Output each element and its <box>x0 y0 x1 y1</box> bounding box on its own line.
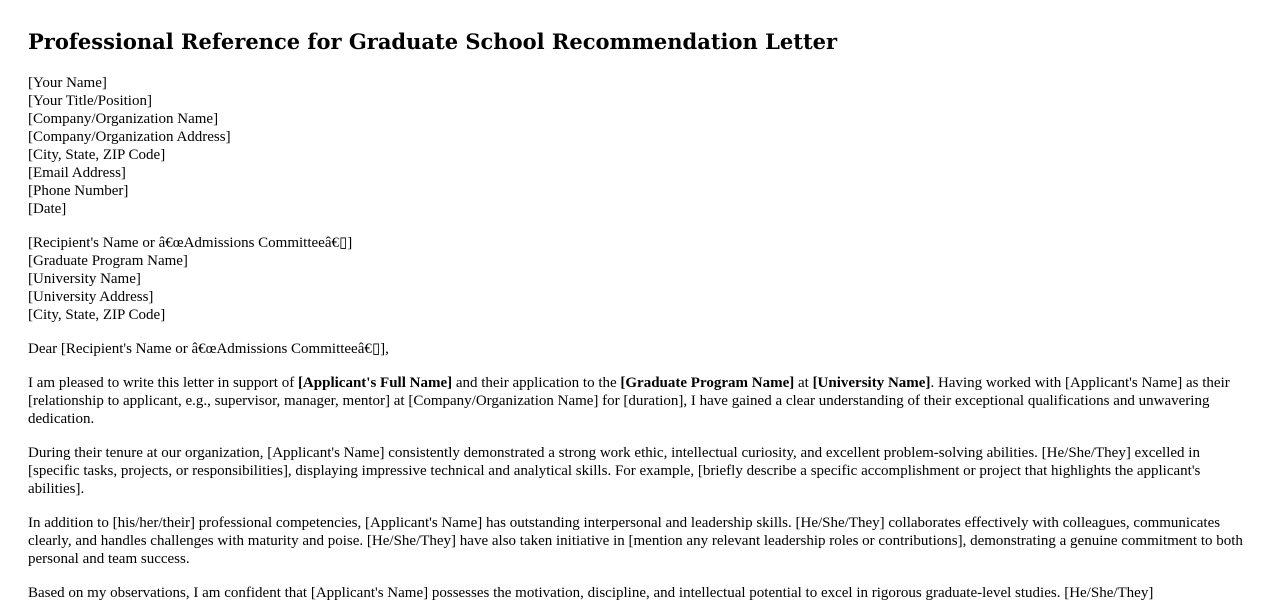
sender-title: [Your Title/Position] <box>28 93 152 109</box>
graduate-program-name: [Graduate Program Name] <box>620 375 795 391</box>
sender-organization: [Company/Organization Name] <box>28 111 219 127</box>
paragraph-introduction-text-4: . Having worked with [Applicant's Name] as their [relationship to applicant, e.g., supervisor, manager, mentor] at [Company/Organization Name] for [duration], I have gained a clear understanding of their exceptional qualifications and unwavering dedication. <box>28 375 1230 427</box>
paragraph-tenure-block <box>28 444 1250 498</box>
recipient-university-address: [University Address] <box>28 289 154 305</box>
sender-phone: [Phone Number] <box>28 183 129 199</box>
paragraph-introduction-text-3: at <box>794 375 813 391</box>
recipient-program: [Graduate Program Name] <box>28 253 188 269</box>
paragraph-tenure: During their tenure at our organization, [Applicant's Name] consistently demonstrated a strong work ethic, intellectual curiosity, and excellent problem-solving abilities. [He/She/They] excelled in [specific tasks, projects, or responsibilities], displaying impressive technical and analytical skills. For example, [briefly describe a specific accomplishment or project that highlights the applicant's abilities]. <box>28 445 1201 497</box>
salutation-block <box>28 340 1250 358</box>
letter-date: [Date] <box>28 201 67 217</box>
paragraph-introduction-text-1: I am pleased to write this letter in support of <box>28 375 298 391</box>
sender-email: [Email Address] <box>28 165 126 181</box>
recipient-university: [University Name] <box>28 271 141 287</box>
paragraph-competencies: In addition to [his/her/their] professional competencies, [Applicant's Name] has outstanding interpersonal and leadership skills. [He/She/They] collaborates effectively with colleagues, communicates clearly, and handles challenges with maturity and poise. [He/She/They] have also taken initiative in [mention any relevant leadership roles or contributions], demonstrating a genuine commitment to both personal and team success. <box>28 515 1243 567</box>
paragraph-observations-block <box>28 584 1250 601</box>
paragraph-introduction-text-2: and their application to the <box>452 375 621 391</box>
sender-address-block <box>28 74 1250 218</box>
recipient-address-block <box>28 234 1250 324</box>
university-name: [University Name] <box>812 375 931 391</box>
paragraph-introduction-block <box>28 374 1250 428</box>
sender-organization-address: [Company/Organization Address] <box>28 129 231 145</box>
recipient-name: [Recipient's Name or â€œAdmissions Committeeâ€▯] <box>28 235 353 251</box>
page-title: Professional Reference for Graduate School Recommendation Letter <box>28 29 838 54</box>
paragraph-observations: Based on my observations, I am confident that [Applicant's Name] possesses the motivation, discipline, and intellectual potential to excel in rigorous graduate-level studies. [He/She/They] <box>28 585 1154 601</box>
recipient-city-state-zip: [City, State, ZIP Code] <box>28 307 166 323</box>
sender-name: [Your Name] <box>28 75 107 91</box>
paragraph-competencies-block <box>28 514 1250 568</box>
applicant-full-name: [Applicant's Full Name] <box>297 375 453 391</box>
salutation: Dear [Recipient's Name or â€œAdmissions Committeeâ€▯], <box>28 341 389 357</box>
sender-city-state-zip: [City, State, ZIP Code] <box>28 147 166 163</box>
paragraph-introduction <box>28 374 1250 428</box>
